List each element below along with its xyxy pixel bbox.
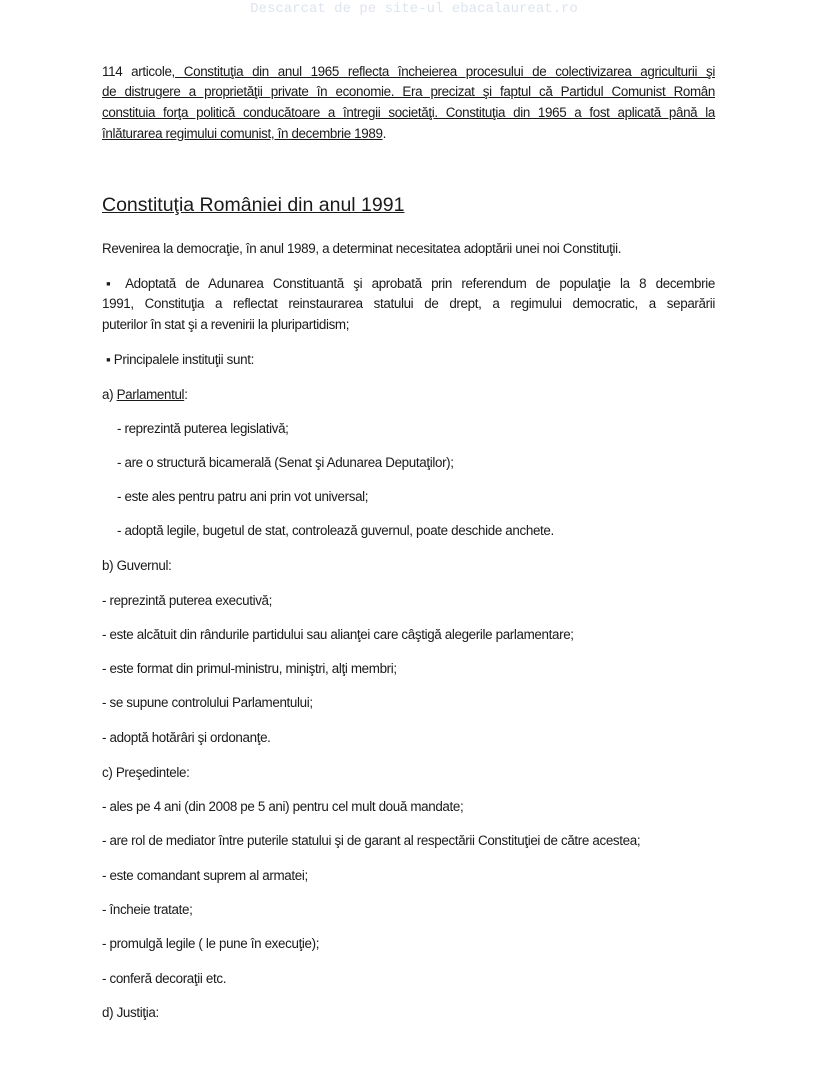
- list-item: - încheie tratate;: [102, 902, 193, 917]
- list-item: - este comandant suprem al armatei;: [102, 868, 308, 883]
- intro-line: [102, 63, 715, 81]
- watermark: Descarcat de pe site-ul ebacalaureat.ro: [250, 1, 578, 17]
- text: :: [184, 387, 188, 402]
- underlined-text: înlăturarea regimului comunist, în decembrie 1989: [102, 126, 383, 141]
- paragraph: Revenirea la democraţie, în anul 1989, a determinat necesitatea adoptării unei noi Constituţii.: [102, 241, 622, 256]
- list-item: - adoptă legile, bugetul de stat, controlează guvernul, poate deschide anchete.: [117, 523, 554, 538]
- section-c-title: c) Preşedintele:: [102, 765, 190, 780]
- bullet-line: ▪ Adoptată de Adunarea Constituantă şi aprobată prin referendum de populaţie la 8 decembrie: [106, 276, 715, 291]
- list-item: - adoptă hotărâri şi ordonanţe.: [102, 730, 271, 745]
- section-d-title: d) Justiţia:: [102, 1005, 159, 1020]
- bullet-line: 1991, Constituţia a reflectat reinstaurarea statului de drept, a regimului democratic, a separării: [102, 296, 715, 311]
- list-item: - promulgă legile ( le pune în execuţie);: [102, 936, 320, 951]
- list-item: - conferă decoraţii etc.: [102, 971, 227, 986]
- list-item: - reprezintă puterea executivă;: [102, 593, 273, 608]
- list-item: - reprezintă puterea legislativă;: [117, 421, 289, 436]
- section-b-title: b) Guvernul:: [102, 558, 172, 573]
- list-item: - este format din primul-ministru, miniştri, alţi membri;: [102, 661, 397, 676]
- list-item: - are o structură bicamerală (Senat şi Adunarea Deputaţilor);: [117, 455, 454, 470]
- text: .: [382, 126, 386, 141]
- list-item: - este alcătuit din rândurile partidului sau alianţei care câştigă alegerile parlamentare;: [102, 627, 574, 642]
- list-item: - ales pe 4 ani (din 2008 pe 5 ani) pentru cel mult două mandate;: [102, 799, 464, 814]
- bullet-line: puterilor în stat şi a revenirii la pluripartidism;: [102, 317, 350, 332]
- section-heading: Constituţia României din anul 1991: [102, 194, 405, 216]
- underlined-text: , Constituţia din anul 1965 reflecta încheierea procesului de colectivizarea agriculturii şi: [171, 64, 715, 79]
- underlined-text: Parlamentul: [116, 387, 185, 402]
- list-item: - are rol de mediator între puterile statului şi de garant al respectării Constituţiei de către acestea;: [102, 833, 641, 848]
- section-a-title: [102, 386, 715, 404]
- intro-line: de distrugere a proprietăţii private în economie. Era precizat şi faptul că Partidul Comunist Român: [102, 84, 715, 99]
- list-item: - este ales pentru patru ani prin vot universal;: [117, 489, 369, 504]
- intro-line: [102, 125, 715, 143]
- text: 114 articole: [102, 64, 172, 79]
- intro-line: constituia forţa politică conducătoare a întregii societăţi. Constituţia din 1965 a fost aplicată până la: [102, 105, 715, 120]
- bullet-line: ▪ Principalele instituţii sunt:: [106, 352, 254, 367]
- list-item: - se supune controlului Parlamentului;: [102, 695, 313, 710]
- text: a): [102, 387, 117, 402]
